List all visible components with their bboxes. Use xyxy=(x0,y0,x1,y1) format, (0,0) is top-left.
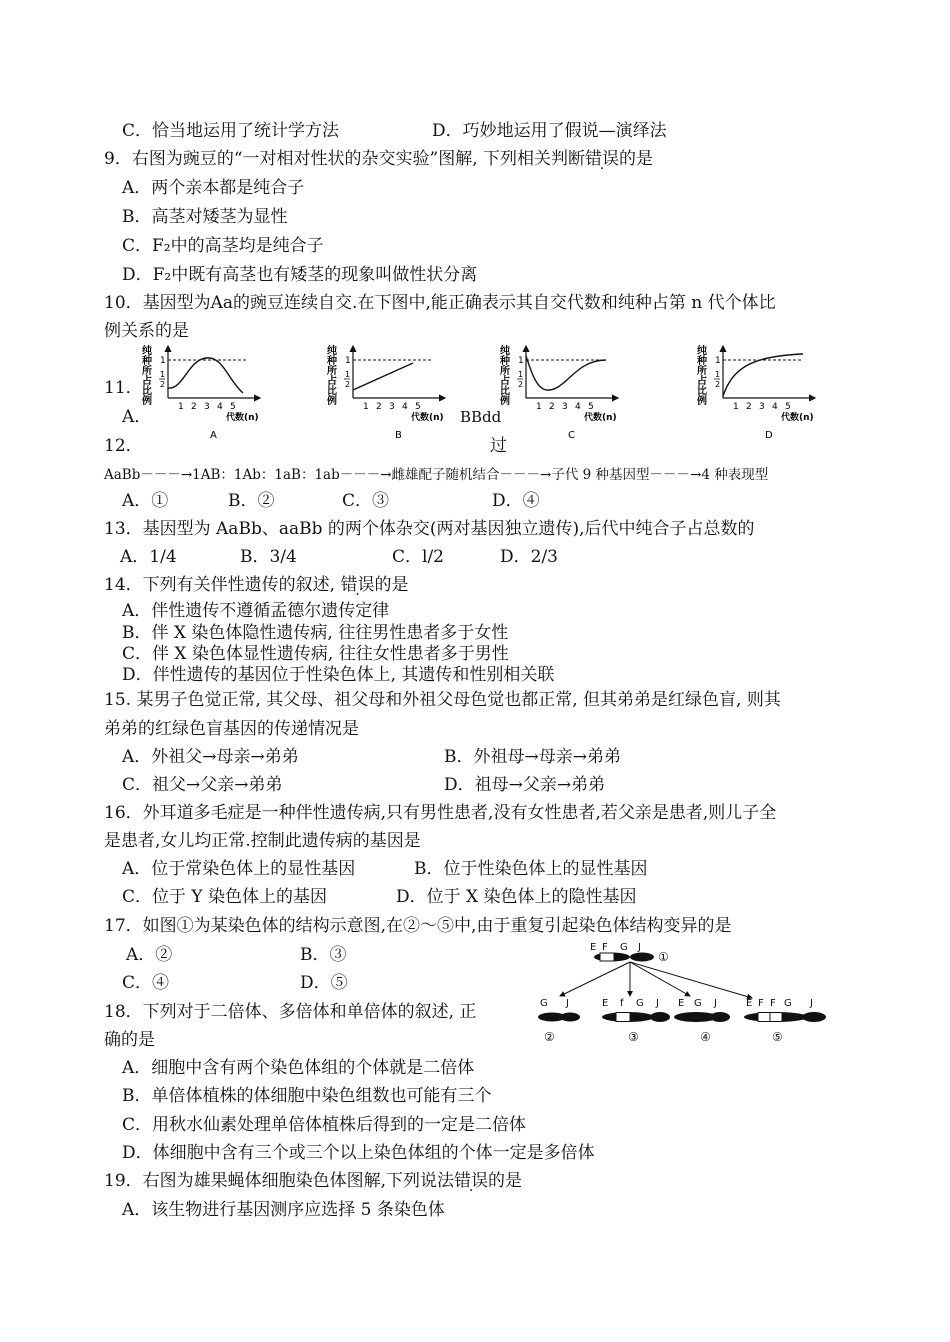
svg-text:②: ② xyxy=(544,1030,555,1044)
q15-option-d: D．祖母→父亲→弟弟 xyxy=(444,775,606,795)
graph-xtick: 3 xyxy=(562,402,568,412)
graph-xtick: 1 xyxy=(363,402,369,412)
q18-option-c: C．用秋水仙素处理单倍体植株后得到的一定是二倍体 xyxy=(122,1115,527,1135)
q12-option-c: C．③ xyxy=(342,491,390,511)
q14-stem xyxy=(104,574,408,596)
q12-option-b: B．② xyxy=(228,491,275,511)
q18-option-d: D．体细胞中含有三个或三个以上染色体组的个体一定是多倍体 xyxy=(122,1143,595,1163)
graph-xtick: 2 xyxy=(376,402,382,412)
svg-text:F: F xyxy=(602,942,608,953)
q9-stem-end: 的是 xyxy=(619,149,654,169)
graph-tick-one: 1 xyxy=(345,356,351,366)
svg-text:G: G xyxy=(636,998,644,1009)
graph-xtick: 4 xyxy=(217,402,223,412)
svg-text:G: G xyxy=(620,942,628,953)
q18-option-a: A．细胞中含有两个染色体组的个体就是二倍体 xyxy=(122,1058,475,1078)
q14-emphasis: 错误 xyxy=(340,575,375,595)
q9-option-b: B．高茎对矮茎为显性 xyxy=(122,207,288,227)
q11-option-a: A． xyxy=(122,407,152,427)
svg-text:E: E xyxy=(602,998,609,1009)
svg-text:J: J xyxy=(566,998,569,1009)
svg-text:④: ④ xyxy=(700,1030,711,1044)
svg-text:③: ③ xyxy=(628,1030,639,1044)
q8-option-d: D．巧妙地运用了假说—演绎法 xyxy=(432,121,667,141)
svg-text:E: E xyxy=(746,998,753,1009)
svg-text:G: G xyxy=(540,998,548,1009)
q9-option-c: C．F₂中的高茎均是纯合子 xyxy=(122,236,324,256)
q12-tail: 过 xyxy=(490,436,507,456)
svg-text:E: E xyxy=(678,998,685,1009)
q15-stem-line1: 15. 某男子色觉正常, 其父母、祖父母和外祖父母色觉也都正常, 但其弟弟是红绿色盲, 则其 xyxy=(104,690,781,710)
chromosome-1-arm-right xyxy=(630,953,654,962)
svg-text:f: f xyxy=(620,998,624,1009)
graph-xtick: 5 xyxy=(785,402,791,412)
q9-emphasis: 错误 xyxy=(585,149,620,169)
q9-stem-text: 9．右图为豌豆的“一对相对性状的杂交实验”图解, 下列相关判断 xyxy=(104,149,586,169)
q14-option-d: D．伴性遗传的基因位于性染色体上, 其遗传和性别相关联 xyxy=(122,665,555,685)
graph-B xyxy=(326,344,445,441)
q16-stem-line1: 16．外耳道多毛症是一种伴性遗传病,只有男性患者,没有女性患者,若父亲是患者,则儿子全 xyxy=(104,803,777,823)
q13-option-d: D．2/3 xyxy=(500,547,558,567)
graph-letter: A xyxy=(210,430,217,441)
graph-xtick: 2 xyxy=(191,402,197,412)
graph-xlabel: 代数(n) xyxy=(781,413,814,423)
svg-text:①: ① xyxy=(658,950,669,964)
graph-xtick: 3 xyxy=(759,402,765,412)
graph-curve xyxy=(168,358,243,393)
graph-letter: C xyxy=(568,430,575,441)
q16-option-a: A．位于常染色体上的显性基因 xyxy=(122,859,356,879)
svg-text:G: G xyxy=(784,998,792,1009)
q16-option-b: B．位于性染色体上的显性基因 xyxy=(414,859,648,879)
q18-stem-line2: 确的是 xyxy=(104,1030,155,1050)
q14-stem-end: 的是 xyxy=(374,575,409,595)
graph-letter: D xyxy=(765,430,773,441)
graph-tick-half-num: 1 xyxy=(715,370,721,379)
q13-option-a: A．1/4 xyxy=(120,547,177,567)
q18-option-b: B．单倍体植株的体细胞中染色组数也可能有三个 xyxy=(122,1086,492,1106)
q15-option-b: B．外祖母→母亲→弟弟 xyxy=(444,747,621,767)
graph-xtick: 1 xyxy=(178,402,184,412)
graph-ylabel: 纯种所占比例 xyxy=(697,346,707,407)
q10-stem-line2: 例关系的是 xyxy=(104,321,189,341)
svg-text:F: F xyxy=(758,998,764,1009)
q19-option-a: A．该生物进行基因测序应选择 5 条染色体 xyxy=(122,1200,445,1220)
graph-tick-half-num: 1 xyxy=(160,370,166,379)
q19-stem xyxy=(104,1170,522,1192)
svg-text:J: J xyxy=(638,942,641,953)
q15-option-a: A．外祖父→母亲→弟弟 xyxy=(122,747,299,767)
q17-option-a: A．② xyxy=(126,945,173,965)
q14-stem-text: 14．下列有关伴性遗传的叙述, xyxy=(104,575,341,595)
graph-xtick: 5 xyxy=(415,402,421,412)
q10-stem-line1: 10．基因型为Aa的豌豆连续自交.在下图中,能正确表示其自交代数和纯种占第 n 代个体比 xyxy=(104,293,776,313)
q9-option-a: A．两个亲本都是纯合子 xyxy=(122,178,305,198)
graph-tick-half-den: 2 xyxy=(715,380,721,389)
graph-ylabel: 纯种所占比例 xyxy=(500,346,510,407)
graph-xtick: 4 xyxy=(402,402,408,412)
q9-stem xyxy=(104,148,653,170)
graph-tick-one: 1 xyxy=(518,356,524,366)
svg-text:G: G xyxy=(694,998,702,1009)
q15-stem-line2: 弟弟的红绿色盲基因的传递情况是 xyxy=(104,719,359,739)
graph-xtick: 1 xyxy=(536,402,542,412)
graph-letter: B xyxy=(395,430,402,441)
q16-stem-line2: 是患者,女儿均正常.控制此遗传病的基因是 xyxy=(104,831,421,851)
graph-tick-half-den: 2 xyxy=(160,380,166,389)
graph-curve xyxy=(353,363,413,390)
q11-number: 11． xyxy=(104,378,143,398)
q14-option-c: C．伴 X 染色体显性遗传病, 往往女性患者多于男性 xyxy=(122,644,509,664)
q16-option-c: C．位于 Y 染色体上的基因 xyxy=(122,887,328,907)
svg-text:J: J xyxy=(810,998,813,1009)
q19-emphasis: 错误 xyxy=(454,1171,489,1191)
graph-tick-one: 1 xyxy=(160,356,166,366)
graph-xlabel: 代数(n) xyxy=(584,413,617,423)
svg-text:J: J xyxy=(714,998,717,1009)
q13-option-b: B．3/4 xyxy=(240,547,297,567)
q17-option-b: B．③ xyxy=(300,945,347,965)
graph-tick-half-den: 2 xyxy=(345,380,351,389)
q12-number: 12． xyxy=(104,436,143,456)
graph-ylabel: 纯种所占比例 xyxy=(142,346,152,407)
graph-xtick: 4 xyxy=(575,402,581,412)
graph-xtick: 3 xyxy=(204,402,210,412)
graph-xtick: 1 xyxy=(733,402,739,412)
graph-tick-half-den: 2 xyxy=(518,380,524,389)
q14-option-a: A．伴性遗传不遵循孟德尔遗传定律 xyxy=(122,601,390,621)
graph-tick-half-num: 1 xyxy=(518,370,524,379)
q15-option-c: C．祖父→父亲→弟弟 xyxy=(122,775,283,795)
graph-C xyxy=(499,344,618,441)
graph-xtick: 3 xyxy=(389,402,395,412)
graph-xlabel: 代数(n) xyxy=(226,413,259,423)
q17-stem: 17．如图①为某染色体的结构示意图,在②～⑤中,由于重复引起染色体结构变异的是 xyxy=(104,916,732,936)
q12-option-a: A．① xyxy=(122,491,169,511)
q17-option-d: D．⑤ xyxy=(300,973,348,993)
graph-A xyxy=(141,344,260,441)
graph-xlabel: 代数(n) xyxy=(411,413,444,423)
q9-option-d: D．F₂中既有高茎也有矮茎的现象叫做性状分离 xyxy=(122,265,478,285)
graph-ylabel: 纯种所占比例 xyxy=(327,346,337,407)
graph-tick-half-num: 1 xyxy=(345,370,351,379)
chromosome-figure xyxy=(530,938,830,1050)
q13-option-c: C．l/2 xyxy=(392,547,444,567)
graph-xtick: 2 xyxy=(746,402,752,412)
q12-option-d: D．④ xyxy=(492,491,540,511)
q13-stem: 13．基因型为 AaBb、aaBb 的两个体杂交(两对基因独立遗传),后代中纯合子占总数的 xyxy=(104,519,755,539)
graph-xtick: 2 xyxy=(549,402,555,412)
svg-text:E: E xyxy=(590,942,597,953)
graph-curve xyxy=(526,356,606,390)
q19-stem-text: 19．右图为雄果蝇体细胞染色体图解,下列说法 xyxy=(104,1171,455,1191)
q16-option-d: D．位于 X 染色体上的隐性基因 xyxy=(396,887,637,907)
graph-D xyxy=(696,344,815,441)
q12-flow: AaBb－－－→1AB：1Ab：1aB：1ab－－－→雌雄配子随机结合－－－→子代 9 种基因型－－－→4 种表现型 xyxy=(104,467,769,483)
q14-option-b: B．伴 X 染色体隐性遗传病, 往往男性患者多于女性 xyxy=(122,623,509,643)
svg-text:⑤: ⑤ xyxy=(772,1030,783,1044)
q18-stem-line1: 18．下列对于二倍体、多倍体和单倍体的叙述, 正 xyxy=(104,1002,477,1022)
graph-tick-one: 1 xyxy=(715,356,721,366)
q17-option-c: C．④ xyxy=(122,973,170,993)
q11-tail: BBdd xyxy=(460,408,502,426)
svg-text:J: J xyxy=(656,998,659,1009)
graph-xtick: 4 xyxy=(772,402,778,412)
graph-xtick: 5 xyxy=(588,402,594,412)
svg-text:F: F xyxy=(770,998,776,1009)
q8-option-c: C．恰当地运用了统计学方法 xyxy=(122,121,340,141)
graph-xtick: 5 xyxy=(230,402,236,412)
q10-graphs xyxy=(140,342,860,457)
q19-stem-end: 的是 xyxy=(488,1171,523,1191)
